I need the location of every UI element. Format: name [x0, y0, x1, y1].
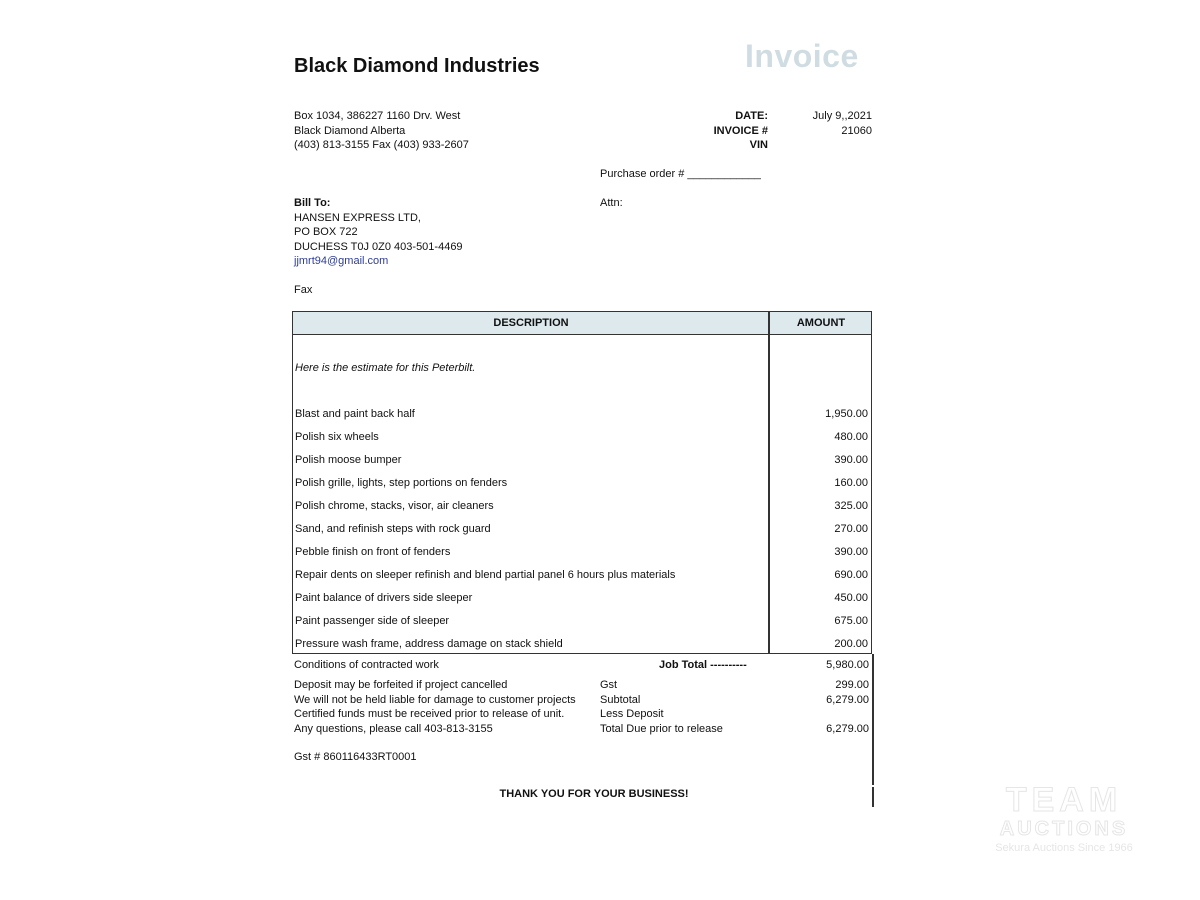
total-due-label: Total Due prior to release [600, 722, 723, 735]
table-row [293, 588, 871, 611]
item-description: Pebble finish on front of fenders [295, 546, 451, 558]
item-description: Repair dents on sleeper refinish and blend partial panel 6 hours plus materials [295, 569, 676, 581]
totals-border [872, 654, 874, 785]
gst-label: Gst [600, 679, 618, 691]
address-line: (403) 813-3155 Fax (403) 933-2607 [294, 139, 469, 152]
item-amount: 1,950.00 [825, 408, 868, 420]
gst-value: 299.00 [835, 679, 869, 691]
bill-to-line: DUCHESS T0J 0Z0 403-501-4469 [294, 240, 463, 253]
item-amount: 675.00 [834, 615, 868, 627]
subtotal-value: 6,279.00 [826, 693, 869, 706]
vin-value [780, 138, 872, 153]
summary-values [780, 678, 869, 736]
item-amount: 390.00 [834, 454, 868, 466]
table-row [293, 542, 871, 565]
note-line: We will not be held liable for damage to customer projects [294, 693, 576, 706]
item-description: Paint passenger side of sleeper [295, 615, 450, 627]
gst-number: Gst # 860116433RT0001 [294, 751, 417, 763]
bill-to-line: PO BOX 722 [294, 226, 358, 239]
table-row [293, 473, 871, 496]
note-line: Certified funds must be received prior to release of unit. [294, 708, 565, 721]
invoice-title: Invoice [745, 38, 859, 74]
item-amount: 480.00 [834, 431, 868, 443]
company-address [294, 109, 469, 153]
item-description: Paint balance of drivers side sleeper [295, 592, 473, 604]
item-description: Polish six wheels [295, 431, 379, 443]
item-description: Blast and paint back half [295, 408, 415, 420]
item-amount: 690.00 [834, 569, 868, 581]
item-amount: 200.00 [834, 638, 868, 650]
item-amount: 160.00 [834, 477, 868, 489]
item-amount: 325.00 [834, 500, 868, 512]
invoice-meta-labels [640, 109, 768, 153]
bill-to-email[interactable]: jjmrt94@gmail.com [294, 255, 389, 268]
table-header [293, 312, 871, 335]
table-row [293, 427, 871, 450]
vin-label: VIN [749, 139, 768, 152]
bill-to [294, 196, 463, 269]
date-value: July 9,,2021 [812, 110, 872, 122]
item-amount: 270.00 [834, 523, 868, 535]
table-row [293, 634, 871, 657]
item-description: Pressure wash frame, address damage on stack shield [295, 638, 563, 650]
job-total-label: Job Total ---------- [659, 659, 747, 671]
table-row [293, 496, 871, 519]
conditions-notes [294, 678, 576, 736]
address-line: Black Diamond Alberta [294, 124, 406, 137]
attn-label: Attn: [600, 197, 623, 209]
item-amount: 390.00 [834, 546, 868, 558]
job-total-value: 5,980.00 [826, 659, 869, 671]
summary-labels [600, 678, 723, 736]
table-row [293, 450, 871, 473]
line-items-table [292, 311, 872, 654]
table-row [293, 611, 871, 634]
date-label: DATE: [735, 110, 768, 122]
invoice-meta-values [780, 109, 872, 153]
note-line: Deposit may be forfeited if project cancelled [294, 679, 508, 691]
invoice-number-label: INVOICE # [713, 124, 768, 137]
invoice-number-value: 21060 [841, 124, 872, 137]
table-row [293, 404, 871, 427]
watermark-tagline: Sekura Auctions Since 1966 [995, 842, 1133, 854]
note-line: Any questions, please call 403-813-3155 [294, 722, 493, 735]
table-row [293, 519, 871, 542]
conditions-title: Conditions of contracted work [294, 659, 439, 671]
fax-label: Fax [294, 284, 313, 296]
address-line: Box 1034, 386227 1160 Drv. West [294, 110, 461, 122]
item-description: Sand, and refinish steps with rock guard [295, 523, 491, 535]
company-name: Black Diamond Industries [294, 55, 540, 77]
thank-you-message: THANK YOU FOR YOUR BUSINESS! [499, 788, 689, 800]
less-deposit-value [780, 707, 869, 722]
item-description: Polish chrome, stacks, visor, air cleaners [295, 500, 494, 512]
item-description: Polish moose bumper [295, 454, 402, 466]
total-due-value: 6,279.00 [826, 722, 869, 735]
less-deposit-label: Less Deposit [600, 708, 664, 721]
team-auctions-watermark [990, 782, 1138, 856]
watermark-team: TEAM [1005, 781, 1123, 819]
purchase-order: Purchase order # ____________ [600, 168, 761, 180]
estimate-intro: Here is the estimate for this Peterbilt. [295, 362, 476, 374]
description-header: DESCRIPTION [493, 317, 569, 329]
amount-header: AMOUNT [796, 317, 846, 329]
item-amount: 450.00 [834, 592, 868, 604]
subtotal-label: Subtotal [600, 693, 641, 706]
bill-to-header: Bill To: [294, 197, 331, 209]
table-row [293, 565, 871, 588]
watermark-auctions: AUCTIONS [999, 818, 1129, 840]
bill-to-line: HANSEN EXPRESS LTD, [294, 211, 421, 224]
item-description: Polish grille, lights, step portions on fenders [295, 477, 508, 489]
